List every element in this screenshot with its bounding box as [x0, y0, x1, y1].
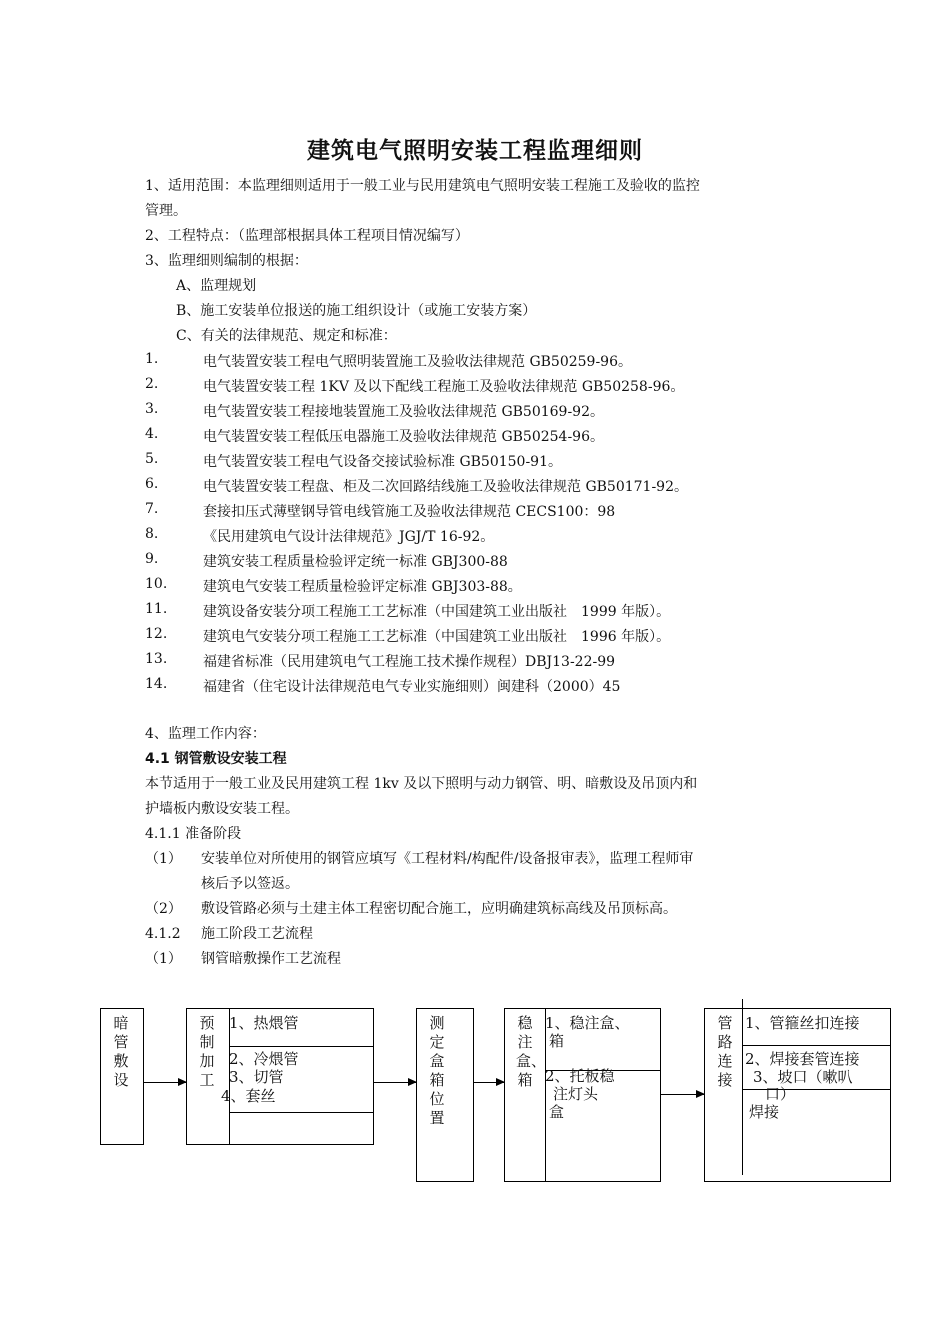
- ref-text: 建筑电气安装分项工程施工工艺标准（中国建筑工业出版社 1996 年版）。: [203, 629, 671, 645]
- ref-text: 电气装置安装工程低压电器施工及验收法律规范 GB50254-96。: [203, 429, 605, 445]
- flow-box-box-mounting-label: 稳注盒、箱: [516, 1014, 547, 1089]
- flow-box-conduit-laying-label: 暗管敷设: [113, 1014, 129, 1089]
- ref-number: 13.: [145, 651, 168, 667]
- ref-number: 2.: [145, 376, 159, 392]
- ref-text: 电气装置安装工程接地装置施工及验收法律规范 GB50169-92。: [203, 404, 605, 420]
- flow-box-box-positioning-label: 测定盒箱位置: [429, 1014, 445, 1127]
- scope-line-1: 1、适用范围：本监理细则适用于一般工业与民用建筑电气照明安装工程施工及验收的监控: [145, 178, 700, 194]
- section-4-1-2-number: 4.1.2: [145, 926, 181, 942]
- flow-step-bevel-1: 3、坡口（嗽叭: [753, 1068, 853, 1086]
- flow-step-cutting: 3、切管: [229, 1068, 284, 1086]
- ref-number: 11.: [145, 601, 168, 617]
- flow-arrow: [661, 1094, 704, 1095]
- ref-text: 《民用建筑电气设计法律规范》JGJ/T 16-92。: [203, 529, 495, 545]
- flow-arrow: [474, 1082, 504, 1083]
- flow-arrow: [144, 1082, 186, 1083]
- flow-box-row-divider: [229, 1046, 374, 1047]
- flow-box-prefabrication-label: 预制加工: [199, 1014, 215, 1089]
- scope-line-2: 管理。: [145, 203, 187, 219]
- section-4-1-intro-1: 本节适用于一般工业及民用建筑工程 1kv 及以下照明与动力钢管、明、暗敷设及吊顶内和: [145, 776, 698, 792]
- flow-box-row-divider: [229, 1112, 374, 1113]
- ref-number: 1.: [145, 351, 159, 367]
- ref-text: 电气装置安装工程电气设备交接试验标准 GB50150-91。: [203, 454, 563, 470]
- flow-step-sleeve-welding: 2、焊接套管连接: [745, 1050, 860, 1068]
- flow-step-hot-bending: 1、热煨管: [229, 1014, 299, 1032]
- ref-number: 14.: [145, 676, 168, 692]
- ref-text: 建筑设备安装分项工程施工工艺标准（中国建筑工业出版社 1999 年版）。: [203, 604, 671, 620]
- ref-number: 8.: [145, 526, 159, 542]
- flow-step-bracket-3: 盒: [549, 1103, 565, 1121]
- basis-item-c: C、有关的法律规范、规定和标准：: [176, 328, 397, 344]
- para-3-text: 钢管暗敷操作工艺流程: [201, 951, 341, 967]
- basis-item-a: A、监理规划: [176, 278, 257, 294]
- ref-text: 建筑电气安装工程质量检验评定标准 GBJ303-88。: [203, 579, 522, 595]
- ref-number: 12.: [145, 626, 168, 642]
- flow-step-bracket-1: 2、托板稳: [545, 1067, 615, 1085]
- flow-box-divider: [742, 999, 743, 1175]
- section-4-1-heading: 4.1 钢管敷设安装工程: [145, 751, 287, 767]
- ref-text: 建筑安装工程质量检验评定统一标准 GBJ300-88: [203, 554, 508, 570]
- flow-step-coupling: 1、管箍丝扣连接: [745, 1014, 860, 1032]
- flow-step-bracket-2: 注灯头: [553, 1085, 599, 1103]
- section-4-1-intro-2: 护墙板内敷设安装工程。: [145, 801, 299, 817]
- ref-number: 7.: [145, 501, 159, 517]
- flow-step-bevel-2: 口）: [765, 1085, 796, 1103]
- para-3-number: （1）: [145, 951, 182, 967]
- document-title: 建筑电气照明安装工程监理细则: [307, 138, 643, 164]
- work-content-heading: 4、监理工作内容：: [145, 726, 266, 742]
- para-1-line-1: 安装单位对所使用的钢管应填写《工程材料/构配件/设备报审表》，监理工程师审: [201, 851, 694, 867]
- section-4-1-1-heading: 4.1.1 准备阶段: [145, 826, 242, 842]
- ref-number: 9.: [145, 551, 159, 567]
- para-2-text: 敷设管路必须与土建主体工程密切配合施工，应明确建筑标高线及吊顶标高。: [201, 901, 677, 917]
- ref-text: 电气装置安装工程盘、柜及二次回路结线施工及验收法律规范 GB50171-92。: [203, 479, 689, 495]
- flow-step-mount-box-1: 1、稳注盒、: [545, 1014, 630, 1032]
- flow-arrow: [374, 1082, 416, 1083]
- ref-text: 福建省标准（民用建筑电气工程施工技术操作规程）DBJ13-22-99: [203, 654, 616, 670]
- ref-text: 电气装置安装工程 1KV 及以下配线工程施工及验收法律规范 GB50258-96。: [203, 379, 685, 395]
- ref-number: 10.: [145, 576, 168, 592]
- ref-number: 4.: [145, 426, 159, 442]
- flow-box-pipe-connection-label: 管路连接: [717, 1014, 733, 1089]
- basis-heading: 3、监理细则编制的根据：: [145, 253, 308, 269]
- ref-number: 6.: [145, 476, 159, 492]
- ref-text: 电气装置安装工程电气照明装置施工及验收法律规范 GB50259-96。: [203, 354, 633, 370]
- para-1-line-2: 核后予以签返。: [201, 876, 299, 892]
- para-1-number: （1）: [145, 851, 182, 867]
- flow-step-mount-box-2: 箱: [549, 1032, 565, 1050]
- flow-box-divider: [545, 1008, 546, 1182]
- ref-number: 5.: [145, 451, 159, 467]
- flow-step-cold-bending: 2、冷煨管: [229, 1050, 299, 1068]
- features-line: 2、工程特点：（监理部根据具体工程项目情况编写）: [145, 228, 469, 244]
- ref-text: 福建省（住宅设计法律规范电气专业实施细则）闽建科（2000）45: [203, 679, 621, 695]
- ref-number: 3.: [145, 401, 159, 417]
- ref-text: 套接扣压式薄壁钢导管电线管施工及验收法律规范 CECS100：98: [203, 504, 616, 520]
- flow-step-bevel-3: 焊接: [749, 1103, 780, 1121]
- flow-box-row-divider: [742, 1045, 891, 1046]
- flow-step-threading: 4、套丝: [221, 1087, 276, 1105]
- para-2-number: （2）: [145, 901, 182, 917]
- basis-item-b: B、施工安装单位报送的施工组织设计（或施工安装方案）: [176, 303, 537, 319]
- section-4-1-2-title: 施工阶段工艺流程: [201, 926, 313, 942]
